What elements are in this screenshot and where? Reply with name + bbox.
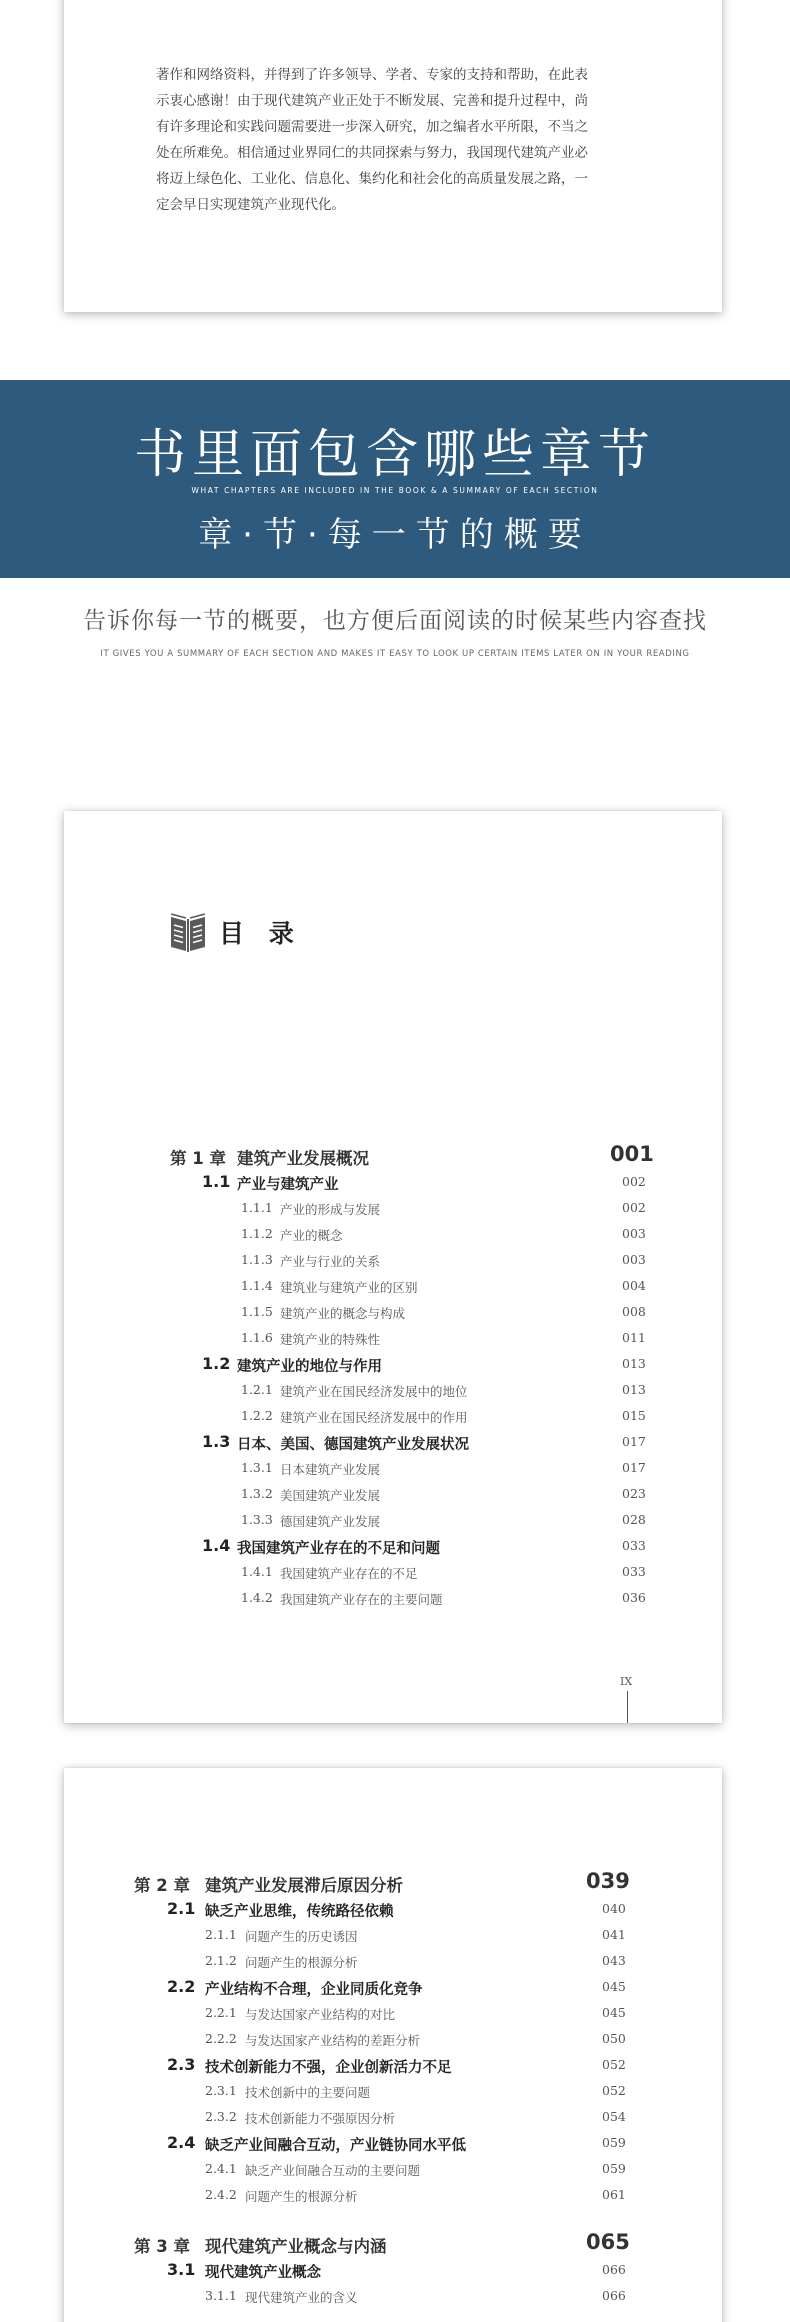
toc-page-number: 061 <box>602 2187 626 2202</box>
toc-chapter-row[interactable] <box>64 2230 722 2256</box>
toc-page-number: 013 <box>622 1382 646 1397</box>
toc-section-row[interactable] <box>64 1350 722 1376</box>
toc-page-number: 017 <box>622 1460 646 1475</box>
preface-line: 将迈上绿色化、工业化、信息化、集约化和社会化的高质量发展之路，一 <box>156 171 588 187</box>
toc-sub-row[interactable] <box>64 1376 722 1402</box>
toc-sub-title: 建筑产业的概念与构成 <box>280 1306 406 1321</box>
toc-sub-number: 1.3.3 <box>241 1512 273 1527</box>
banner-subtitle: 章·节·每一节的概要 <box>198 515 592 555</box>
toc-sub-title: 日本建筑产业发展 <box>280 1462 381 1477</box>
toc-section-title: 我国建筑产业存在的不足和问题 <box>237 1541 440 1557</box>
toc-sub-number: 2.1.1 <box>205 1927 237 1942</box>
toc-sub-number: 3.1.1 <box>205 2288 237 2303</box>
preface-text <box>156 62 716 218</box>
toc-page-number: 023 <box>622 1486 646 1501</box>
toc-page-number: 040 <box>602 1901 626 1916</box>
toc-page-number: 059 <box>602 2161 626 2176</box>
toc-sub-title: 建筑产业在国民经济发展中的作用 <box>280 1410 468 1425</box>
toc-page-number: 008 <box>622 1304 646 1319</box>
toc-sub-row[interactable] <box>64 1506 722 1532</box>
toc-header <box>169 911 302 953</box>
toc-section-number: 1.2 <box>202 1354 231 1373</box>
toc-section-number: 2.4 <box>167 2133 196 2152</box>
toc-sub-title: 产业的概念 <box>280 1228 343 1243</box>
toc-section-title: 缺乏产业思维，传统路径依赖 <box>205 1904 394 1920</box>
toc-sub-row[interactable] <box>64 1947 722 1973</box>
toc-page-number: 028 <box>622 1512 646 1527</box>
toc-page-number: 045 <box>602 1979 626 1994</box>
toc-sub-row[interactable] <box>64 2077 722 2103</box>
toc-section-title: 产业结构不合理，企业同质化竞争 <box>205 1982 423 1998</box>
toc-chapter-row[interactable] <box>64 1142 722 1168</box>
toc-sub-row[interactable] <box>64 1298 722 1324</box>
toc-page-number: 003 <box>622 1226 646 1241</box>
toc-sub-row[interactable] <box>64 1480 722 1506</box>
toc-sub-number: 2.4.2 <box>205 2187 237 2202</box>
toc-page-number: 033 <box>622 1538 646 1553</box>
toc-page-2 <box>64 1768 722 2322</box>
toc-sub-number: 1.3.2 <box>241 1486 273 1501</box>
toc-sub-number: 1.4.2 <box>241 1590 273 1605</box>
toc-page-number: 066 <box>602 2262 626 2277</box>
preface-line: 著作和网络资料，并得到了许多领导、学者、专家的支持和帮助，在此表 <box>156 67 588 83</box>
preface-line: 有许多理论和实践问题需要进一步深入研究，加之编者水平所限，不当之 <box>156 119 588 135</box>
toc-sub-number: 1.3.1 <box>241 1460 273 1475</box>
preface-line: 示衷心感谢！由于现代建筑产业正处于不断发展、完善和提升过程中，尚 <box>156 93 588 109</box>
toc-sub-row[interactable] <box>64 2103 722 2129</box>
toc-page-number: 059 <box>602 2135 626 2150</box>
toc-page-number: 013 <box>622 1356 646 1371</box>
toc-section-number: 1.1 <box>202 1172 231 1191</box>
toc-section-number: 1.4 <box>202 1536 231 1555</box>
toc-sub-title: 德国建筑产业发展 <box>280 1514 381 1529</box>
toc-section-title: 现代建筑产业概念 <box>205 2265 321 2281</box>
toc-section-title: 技术创新能力不强，企业创新活力不足 <box>205 2060 452 2076</box>
toc-page-number: 054 <box>602 2109 626 2124</box>
toc-sub-row[interactable] <box>64 1324 722 1350</box>
toc-page-number: 052 <box>602 2083 626 2098</box>
toc-sub-title: 建筑业与建筑产业的区别 <box>280 1280 418 1295</box>
toc-section-title: 建筑产业的地位与作用 <box>237 1359 382 1375</box>
page-number-rule <box>627 1691 628 1723</box>
toc-page-number: 004 <box>622 1278 646 1293</box>
toc-sub-title: 产业与行业的关系 <box>280 1254 381 1269</box>
toc-sub-title: 技术创新中的主要问题 <box>245 2085 371 2100</box>
toc-page-number: 045 <box>602 2005 626 2020</box>
toc-chapter-title: 建筑产业发展概况 <box>237 1149 369 1168</box>
toc-page-number: 065 <box>586 2230 630 2254</box>
toc-sub-title: 建筑产业的特殊性 <box>280 1332 381 1347</box>
toc-sub-number: 2.2.1 <box>205 2005 237 2020</box>
toc-sub-title: 产业的形成与发展 <box>280 1202 381 1217</box>
preface-page <box>64 0 722 312</box>
toc-sub-row[interactable] <box>64 1921 722 1947</box>
book-icon <box>169 911 207 953</box>
toc-sub-title: 问题产生的根源分析 <box>245 2189 358 2204</box>
toc-page-number: 017 <box>622 1434 646 1449</box>
toc-section-number: 2.2 <box>167 1977 196 1996</box>
toc-sub-number: 2.3.1 <box>205 2083 237 2098</box>
toc-chapter-number: 第 2 章 <box>134 1876 190 1895</box>
toc-page-number: 036 <box>622 1590 646 1605</box>
toc-chapter-title: 现代建筑产业概念与内涵 <box>205 2237 387 2256</box>
toc-sub-row[interactable] <box>64 2025 722 2051</box>
preface-line: 定会早日实现建筑产业现代化。 <box>156 197 345 213</box>
toc-sub-title: 美国建筑产业发展 <box>280 1488 381 1503</box>
toc-sub-number: 2.2.2 <box>205 2031 237 2046</box>
toc-page-1 <box>64 811 722 1723</box>
toc-sub-title: 与发达国家产业结构的差距分析 <box>245 2033 421 2048</box>
toc-sub-number: 2.1.2 <box>205 1953 237 1968</box>
toc-page-number: 033 <box>622 1564 646 1579</box>
toc-page-number: 001 <box>610 1142 654 1166</box>
toc-sub-number: 1.1.4 <box>241 1278 273 1293</box>
toc-sub-row[interactable] <box>64 2181 722 2207</box>
toc-page-number: 002 <box>622 1200 646 1215</box>
toc-sub-row[interactable] <box>64 2282 722 2308</box>
toc-sub-number: 2.4.1 <box>205 2161 237 2176</box>
chapters-banner <box>0 380 790 578</box>
toc-sub-row[interactable] <box>64 1402 722 1428</box>
preface-line: 处在所难免。相信通过业界同仁的共同探索与努力，我国现代建筑产业必 <box>156 145 588 161</box>
toc-title: 目 录 <box>219 919 302 948</box>
toc-sub-title: 建筑产业在国民经济发展中的地位 <box>280 1384 468 1399</box>
toc-sub-number: 1.2.2 <box>241 1408 273 1423</box>
toc-section-row[interactable] <box>64 1532 722 1558</box>
banner-title: 书里面包含哪些章节 <box>133 425 656 485</box>
toc-sub-row[interactable] <box>64 1558 722 1584</box>
toc-sub-number: 1.2.1 <box>241 1382 273 1397</box>
toc-sub-title: 缺乏产业间融合互动的主要问题 <box>245 2163 421 2178</box>
toc-sub-number: 1.1.5 <box>241 1304 273 1319</box>
toc-sub-number: 2.3.2 <box>205 2109 237 2124</box>
toc-page-number: 066 <box>602 2288 626 2303</box>
toc-page-number: 015 <box>622 1408 646 1423</box>
toc-sub-number: 1.1.3 <box>241 1252 273 1267</box>
toc-sub-title: 问题产生的历史诱因 <box>245 1929 358 1944</box>
toc-section-title: 产业与建筑产业 <box>237 1177 339 1193</box>
toc-section-title: 缺乏产业间融合互动，产业链协同水平低 <box>205 2138 466 2154</box>
toc-section-row[interactable] <box>64 1895 722 1921</box>
toc-section-row[interactable] <box>64 1168 722 1194</box>
toc-section-title: 日本、美国、德国建筑产业发展状况 <box>237 1437 469 1453</box>
toc-sub-row[interactable] <box>64 1246 722 1272</box>
toc-section-number: 1.3 <box>202 1432 231 1451</box>
toc-sub-number: 1.1.1 <box>241 1200 273 1215</box>
toc-sub-row[interactable] <box>64 1194 722 1220</box>
toc-section-number: 2.3 <box>167 2055 196 2074</box>
toc-chapter-title: 建筑产业发展滞后原因分析 <box>205 1876 403 1895</box>
toc-chapter-number: 第 3 章 <box>134 2237 190 2256</box>
toc-page-number: 043 <box>602 1953 626 1968</box>
banner-english-caption: WHAT CHAPTERS ARE INCLUDED IN THE BOOK & A SUMMARY OF EACH SECTION <box>191 486 599 495</box>
toc-section-number: 3.1 <box>167 2260 196 2279</box>
toc-sub-title: 现代建筑产业的含义 <box>245 2290 358 2305</box>
toc-page-number: 041 <box>602 1927 626 1942</box>
toc-page-number: 050 <box>602 2031 626 2046</box>
toc-section-row[interactable] <box>64 1428 722 1454</box>
toc-sub-row[interactable] <box>64 1220 722 1246</box>
toc-section-row[interactable] <box>64 1973 722 1999</box>
toc-sub-number: 1.1.6 <box>241 1330 273 1345</box>
toc-sub-title: 技术创新能力不强原因分析 <box>245 2111 396 2126</box>
toc-section-number: 2.1 <box>167 1899 196 1918</box>
toc-page-number: 052 <box>602 2057 626 2072</box>
toc-section-row[interactable] <box>64 2129 722 2155</box>
toc-chapter-number: 第 1 章 <box>170 1149 226 1168</box>
toc-page-number: 002 <box>622 1174 646 1189</box>
toc-section-row[interactable] <box>64 2256 722 2282</box>
toc-sub-number: 1.4.1 <box>241 1564 273 1579</box>
toc-page-number: 011 <box>622 1330 646 1345</box>
toc-page-number: 003 <box>622 1252 646 1267</box>
toc-sub-title: 我国建筑产业存在的主要问题 <box>280 1592 443 1607</box>
toc-sub-number: 1.1.2 <box>241 1226 273 1241</box>
toc-sub-row[interactable] <box>64 1454 722 1480</box>
toc-page-number: 039 <box>586 1869 630 1893</box>
page-number: IX <box>620 1675 633 1688</box>
toc-chapter-row[interactable] <box>64 1869 722 1895</box>
toc-sub-row[interactable] <box>64 1272 722 1298</box>
toc-sub-title: 我国建筑产业存在的不足 <box>280 1566 418 1581</box>
toc-sub-title: 与发达国家产业结构的对比 <box>245 2007 396 2022</box>
toc-sub-row[interactable] <box>64 1999 722 2025</box>
toc-section-row[interactable] <box>64 2051 722 2077</box>
toc-sub-title: 问题产生的根源分析 <box>245 1955 358 1970</box>
toc-sub-row[interactable] <box>64 1584 722 1610</box>
toc-sub-row[interactable] <box>64 2155 722 2181</box>
summary-subtitle-cn: 告诉你每一节的概要，也方便后面阅读的时候某些内容查找 <box>83 608 707 634</box>
summary-subtitle-en: IT GIVES YOU A SUMMARY OF EACH SECTION AND MAKES IT EASY TO LOOK UP CERTAIN ITEMS LATER ON IN YOUR READING <box>100 649 690 659</box>
